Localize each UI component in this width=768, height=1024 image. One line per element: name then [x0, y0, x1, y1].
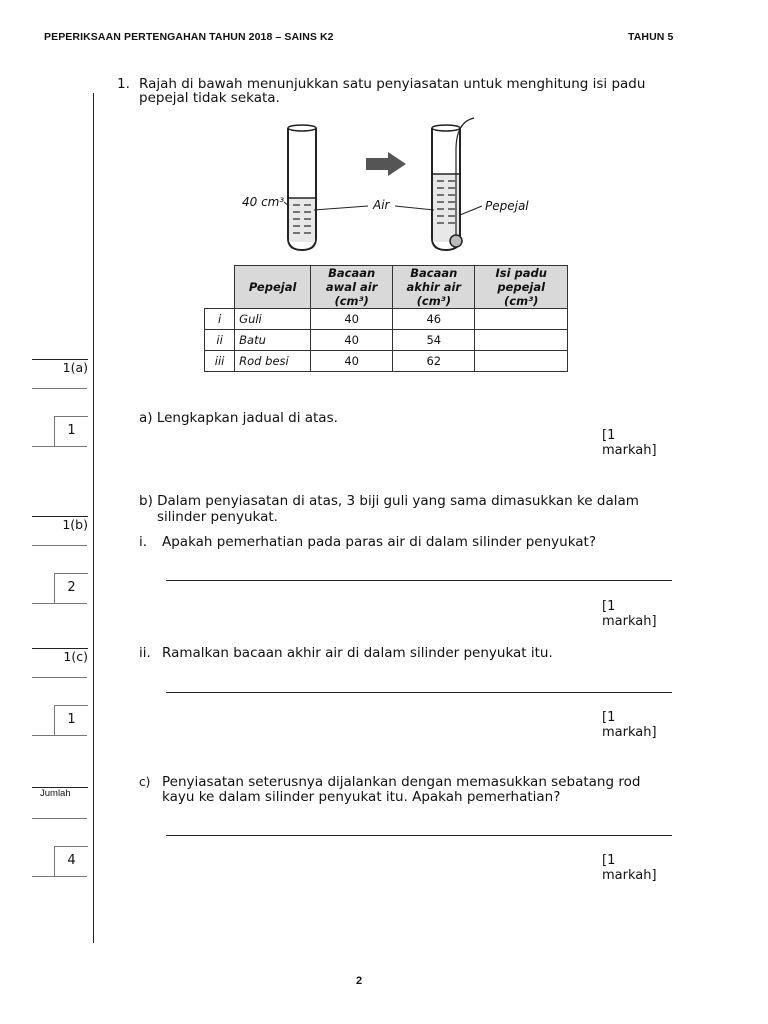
row-number: iii — [205, 351, 235, 372]
table-header-row — [205, 266, 568, 309]
table-row — [205, 330, 568, 351]
right-cylinder — [432, 118, 474, 250]
row-isipadu-blank[interactable] — [475, 351, 568, 372]
row-awal: 40 — [311, 309, 393, 330]
results-table — [204, 265, 568, 372]
row-akhir: 54 — [393, 330, 475, 351]
part-c-line2: kayu ke dalam silinder penyukat itu. Apakah pemerhatian? — [162, 789, 561, 805]
arrow-icon — [366, 152, 406, 176]
part-c-number: c) — [139, 775, 151, 789]
part-b-line1: b) Dalam penyiasatan di atas, 3 biji guli yang sama dimasukkan ke dalam — [139, 493, 639, 509]
page-number: 2 — [356, 975, 363, 987]
table-row — [205, 309, 568, 330]
answer-line-c[interactable] — [166, 835, 672, 836]
exam-title: PEPERIKSAAN PERTENGAHAN TAHUN 2018 – SAINS K2 — [44, 31, 334, 43]
row-isipadu-blank[interactable] — [475, 330, 568, 351]
row-name: Guli — [235, 309, 311, 330]
part-b-ii-text: Ramalkan bacaan akhir air di dalam silinder penyukat itu. — [162, 645, 553, 661]
part-b-i-text: Apakah pemerhatian pada paras air di dalam silinder penyukat? — [162, 534, 597, 550]
row-number: i — [205, 309, 235, 330]
mark-label-1a: 1(a) — [32, 359, 88, 375]
mark-box-total — [32, 818, 87, 877]
mark-label-1c: 1(c) — [32, 648, 88, 664]
water-label: Air — [373, 198, 390, 212]
mark-label-1b: 1(b) — [32, 516, 88, 532]
answer-line-b-i[interactable] — [166, 580, 672, 581]
mark-box-1c — [32, 677, 87, 736]
markah-b-ii: [1 markah] — [602, 710, 657, 740]
question-intro-line1: Rajah di bawah menunjukkan satu penyiasatan untuk menghitung isi padu — [139, 76, 646, 92]
mark-label-total: Jumlah — [32, 787, 88, 799]
question-intro-line2: pepejal tidak sekata. — [139, 90, 280, 106]
part-b-line2: silinder penyukat. — [157, 509, 278, 525]
cylinder-diagram — [190, 110, 570, 260]
row-name: Rod besi — [235, 351, 311, 372]
col-header-pepejal: Pepejal — [235, 266, 311, 309]
part-a-text: a) Lengkapkan jadual di atas. — [139, 410, 338, 426]
year-label: TAHUN 5 — [628, 31, 674, 43]
markah-c: [1 markah] — [602, 853, 657, 883]
col-header-akhir: Bacaan akhir air (cm³) — [393, 266, 475, 309]
markah-b-i: [1 markah] — [602, 599, 657, 629]
left-cylinder — [288, 125, 316, 250]
part-b-i-number: i. — [139, 534, 148, 550]
part-c-line1: Penyiasatan seterusnya dijalankan dengan memasukkan sebatang rod — [162, 774, 641, 790]
table-row — [205, 351, 568, 372]
row-name: Batu — [235, 330, 311, 351]
answer-line-b-ii[interactable] — [166, 692, 672, 693]
row-akhir: 46 — [393, 309, 475, 330]
mark-value-1a: 1 — [54, 416, 88, 447]
row-awal: 40 — [311, 351, 393, 372]
mark-value-total: 4 — [54, 846, 88, 877]
row-isipadu-blank[interactable] — [475, 309, 568, 330]
markah-a: [1 markah] — [602, 428, 657, 458]
solid-label: Pepejal — [485, 199, 529, 213]
mark-box-1b — [32, 545, 87, 604]
margin-rule — [93, 93, 94, 943]
part-b-ii-number: ii. — [139, 645, 151, 661]
mark-value-1c: 1 — [54, 705, 88, 736]
row-akhir: 62 — [393, 351, 475, 372]
mark-value-1b: 2 — [54, 573, 88, 604]
row-awal: 40 — [311, 330, 393, 351]
question-number: 1. — [117, 76, 130, 92]
mark-box-1a — [32, 388, 87, 447]
col-header-awal: Bacaan awal air (cm³) — [311, 266, 393, 309]
row-number: ii — [205, 330, 235, 351]
col-header-isipadu: Isi padu pepejal (cm³) — [475, 266, 568, 309]
volume-label: 40 cm³ — [242, 195, 285, 209]
